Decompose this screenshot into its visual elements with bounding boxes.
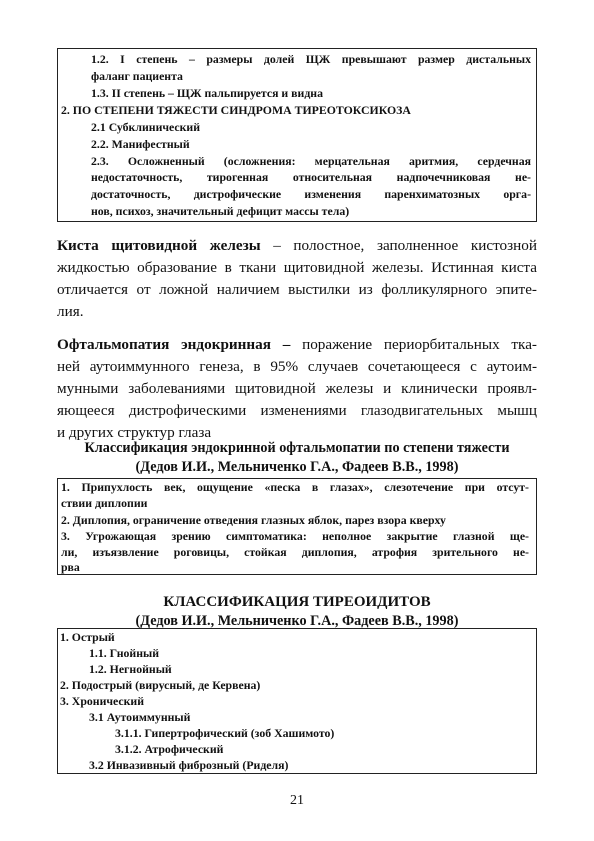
box1-line-10: нов, психоз, значительный дефицит массы тела) [91,204,350,218]
thyroiditis-line-1: 1. Острый [60,630,115,644]
ophth-class-line-2: ствии диплопии [61,496,148,510]
thyroiditis-line-5: 3. Хронический [60,694,145,708]
cyst-term: Киста щитовидной железы [57,237,261,254]
cyst-line-1-rest: – полостное, заполненное кистозной [260,237,537,254]
ophth-class-box [57,478,537,575]
ophth-class-title: Классификация эндокринной офтальмопатии по степени тяжести [84,440,510,456]
box1-line-8: недостаточность, тирогенная относительная надпочечниковая не- [91,170,531,184]
cyst-paragraph-line-4: лия. [57,303,84,320]
box1-line-7: 2.3. Осложненный (осложнения: мерцательная аритмия, сердечная [91,154,531,168]
ophth-class-line-6: рва [61,560,80,574]
ophth-paragraph-line-2: ней аутоиммунного генеза, в 95% случаев сочетающееся с аутоим- [57,358,537,375]
ophth-term: Офтальмопатия эндокринная – [57,336,291,353]
cyst-paragraph-line-3: отличается от ложной наличием выстилки из фолликулярного эпите- [57,281,537,298]
box1-line-2: фаланг пациента [91,69,183,83]
ophth-class-authors: (Дедов И.И., Мельниченко Г.А., Фадеев В.В., 1998) [135,459,459,475]
thyroiditis-authors: (Дедов И.И., Мельниченко Г.А., Фадеев В.В., 1998) [135,613,459,629]
box1-line-3: 1.3. II степень – ЩЖ пальпируется и видна [91,86,323,100]
box1-line-1: 1.2. I степень – размеры долей ЩЖ превышают размер дистальных [91,52,531,66]
ophth-paragraph-line-1 [57,336,537,354]
cyst-paragraph-line-1 [57,237,537,255]
ophth-paragraph-line-3: мунными заболеваниями щитовидной железы и клинически проявл- [57,380,537,397]
thyroiditis-line-4: 2. Подострый (вирусный, де Кервена) [60,678,261,692]
thyroiditis-box [57,628,537,774]
thyroiditis-line-8: 3.1.2. Атрофический [115,742,224,756]
ophth-paragraph-line-5: и других структур глаза [57,424,212,441]
ophth-class-line-5: ли, изъязвление роговицы, стойкая диплопия, атрофия зрительного не- [61,545,529,559]
thyroiditis-line-2: 1.1. Гнойный [89,646,159,660]
thyroiditis-line-3: 1.2. Негнойный [89,662,172,676]
cyst-paragraph-line-2: жидкостью образование в ткани щитовидной железы. Истинная киста [57,259,537,276]
goiter-classification-box [57,48,537,222]
page-number: 21 [290,793,304,808]
ophth-class-line-1: 1. Припухлость век, ощущение «песка в глазах», слезотечение при отсут- [61,480,529,494]
ophth-class-line-3: 2. Диплопия, ограничение отведения глазных яблок, парез взора кверху [61,513,446,527]
thyroiditis-line-7: 3.1.1. Гипертрофический (зоб Хашимото) [115,726,335,740]
box1-line-5: 2.1 Субклинический [91,120,201,134]
thyroiditis-line-9: 3.2 Инвазивный фиброзный (Риделя) [89,758,289,772]
thyroiditis-title: КЛАССИФИКАЦИЯ ТИРЕОИДИТОВ [163,594,431,610]
box1-line-6: 2.2. Манифестный [91,137,190,151]
box1-line-4: 2. ПО СТЕПЕНИ ТЯЖЕСТИ СИНДРОМА ТИРЕОТОКСИКОЗА [61,103,411,117]
ophth-paragraph-line-4: яющееся дистрофическими изменениями глазодвигательных мышц [57,402,537,419]
box1-line-9: достаточность, дистрофические изменения паренхиматозных орга- [91,187,531,201]
ophth-class-line-4: 3. Угрожающая зрению симптоматика: неполное закрытие глазной ще- [61,529,529,543]
thyroiditis-line-6: 3.1 Аутоиммунный [89,710,191,724]
ophth-line-1-rest: поражение периорбитальных тка- [290,336,537,353]
